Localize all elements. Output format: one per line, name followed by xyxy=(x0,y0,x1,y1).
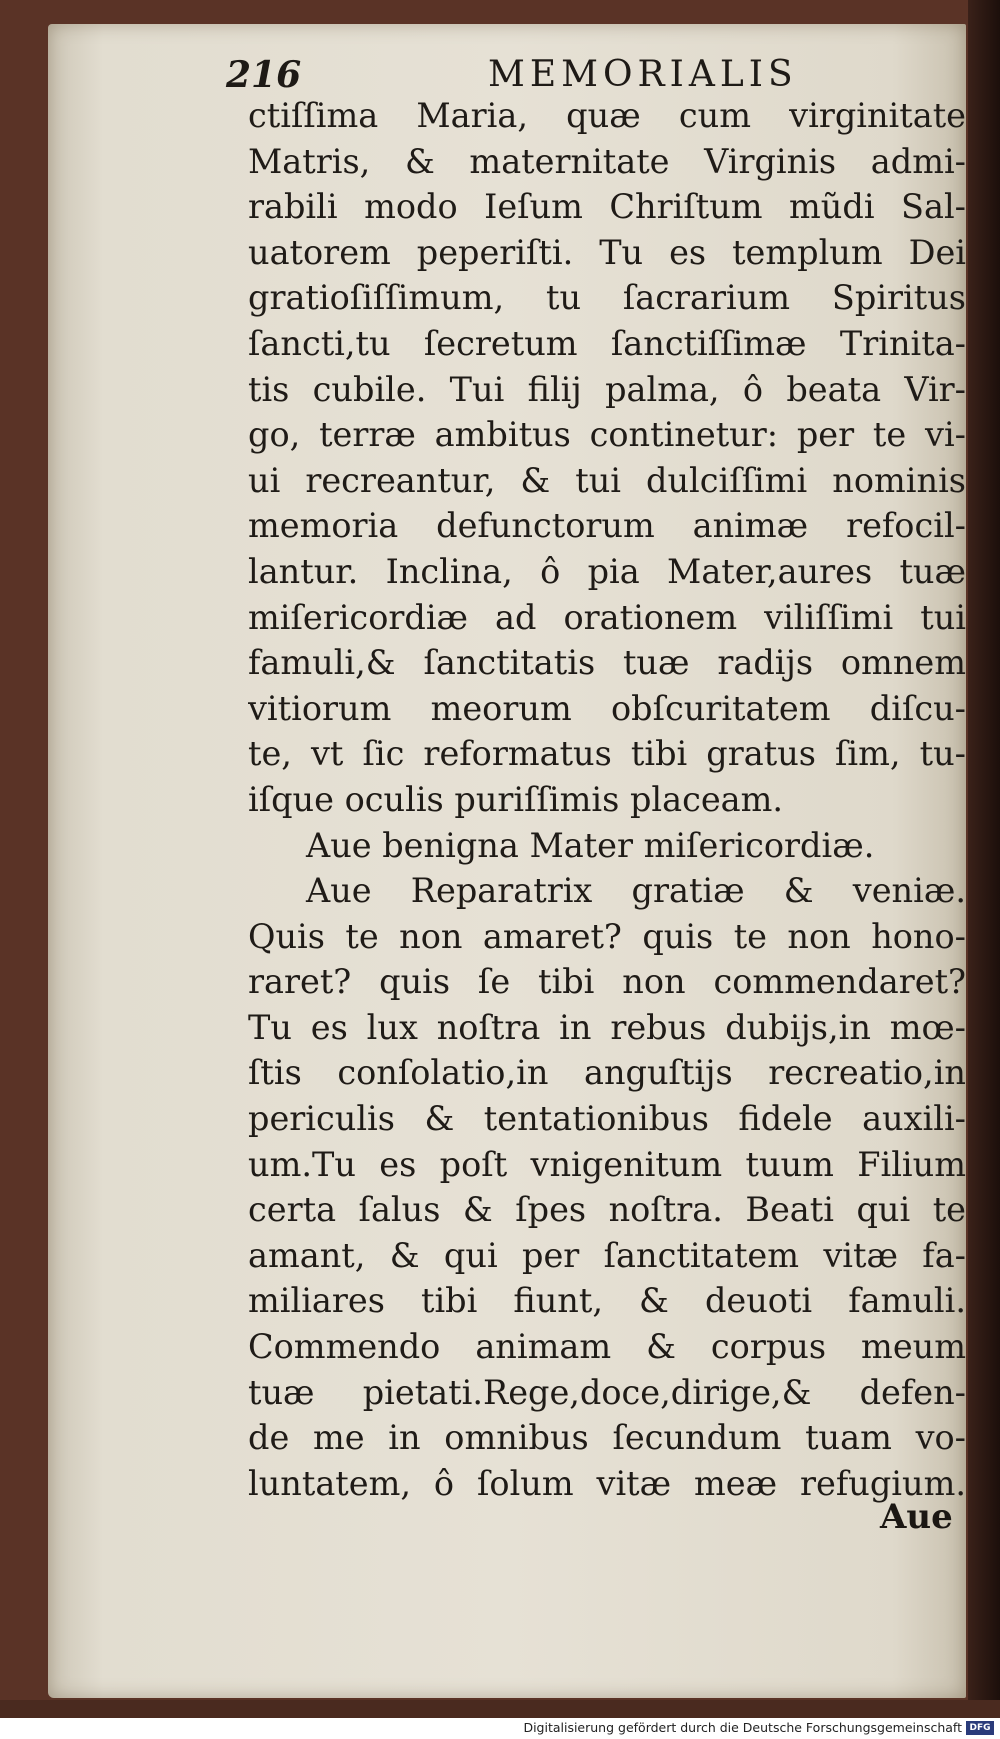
text-line: Quis te non amaret? quis te non hono- xyxy=(248,916,966,956)
text-line: miliares tibi fiunt, & deuoti famuli. xyxy=(248,1281,966,1321)
text-line: gratioſiſſimum, tu ſacrarium Spiritus xyxy=(248,278,966,318)
text-line: Commendo animam & corpus meum xyxy=(248,1327,966,1367)
text-line: periculis & tentationibus fidele auxili- xyxy=(248,1099,966,1139)
text-line: tuæ pietati.Rege,doce,dirige,& defen- xyxy=(248,1372,966,1412)
text-line: Aue benigna Mater miſericordiæ. xyxy=(306,825,875,865)
text-line: Aue Reparatrix gratiæ & veniæ. xyxy=(306,871,966,911)
text-line: iſque oculis puriſſimis placeam. xyxy=(248,779,784,819)
text-line: te, vt ſic reformatus tibi gratus ſim, tu- xyxy=(248,734,966,774)
text-line: ſancti,tu ſecretum ſanctiſſimæ Trinita- xyxy=(248,323,966,363)
text-line: miſericordiæ ad orationem viliſſimi tui xyxy=(248,597,966,637)
background-right-edge xyxy=(968,0,1000,1739)
running-title: MEMORIALIS xyxy=(488,54,798,95)
footer-credit-text: Digitalisierung gefördert durch die Deutsche Forschungsgemeinschaft xyxy=(523,1720,962,1735)
text-line: raret? quis ſe tibi non commendaret? xyxy=(248,962,966,1002)
text-line: tis cubile. Tui filij palma, ô beata Vir- xyxy=(248,369,966,409)
dfg-logo-icon: DFG xyxy=(966,1721,994,1735)
text-line: lantur. Inclina, ô pia Mater,aures tuæ xyxy=(248,551,966,591)
text-line: memoria defunctorum animæ refocil- xyxy=(248,506,966,546)
text-line: certa ſalus & ſpes noſtra. Beati qui te xyxy=(248,1190,966,1230)
text-line: uatorem peperiſti. Tu es templum Dei xyxy=(248,232,966,272)
page-number: 216 xyxy=(226,54,302,96)
text-line: ui recreantur, & tui dulciſſimi nominis xyxy=(248,460,966,500)
text-line: amant, & qui per ſanctitatem vitæ fa- xyxy=(248,1235,966,1275)
text-line: go, terræ ambitus continetur: per te vi- xyxy=(248,415,966,455)
text-line: vitiorum meorum obſcuritatem diſcu- xyxy=(248,688,966,728)
digitization-footer xyxy=(0,1718,1000,1739)
text-line: ſtis conſolatio,in anguſtijs recreatio,in xyxy=(248,1053,966,1093)
text-line: ctiſſima Maria, quæ cum virginitate xyxy=(248,96,966,135)
catchword: Aue xyxy=(880,1497,953,1537)
text-line: Matris, & maternitate Virginis admi- xyxy=(248,141,966,181)
text-line: famuli,& ſanctitatis tuæ radijs omnem xyxy=(248,643,966,683)
text-line: luntatem, ô ſolum vitæ meæ refugium. xyxy=(248,1463,966,1503)
text-line: de me in omnibus ſecundum tuam vo- xyxy=(248,1418,966,1458)
text-line: rabili modo Ieſum Chriſtum mũdi Sal- xyxy=(248,187,966,227)
body-text xyxy=(248,93,966,1506)
text-line: um.Tu es poſt vnigenitum tuum Filium xyxy=(248,1144,966,1184)
text-line: Tu es lux noſtra in rebus dubijs,in mœ- xyxy=(248,1007,966,1047)
